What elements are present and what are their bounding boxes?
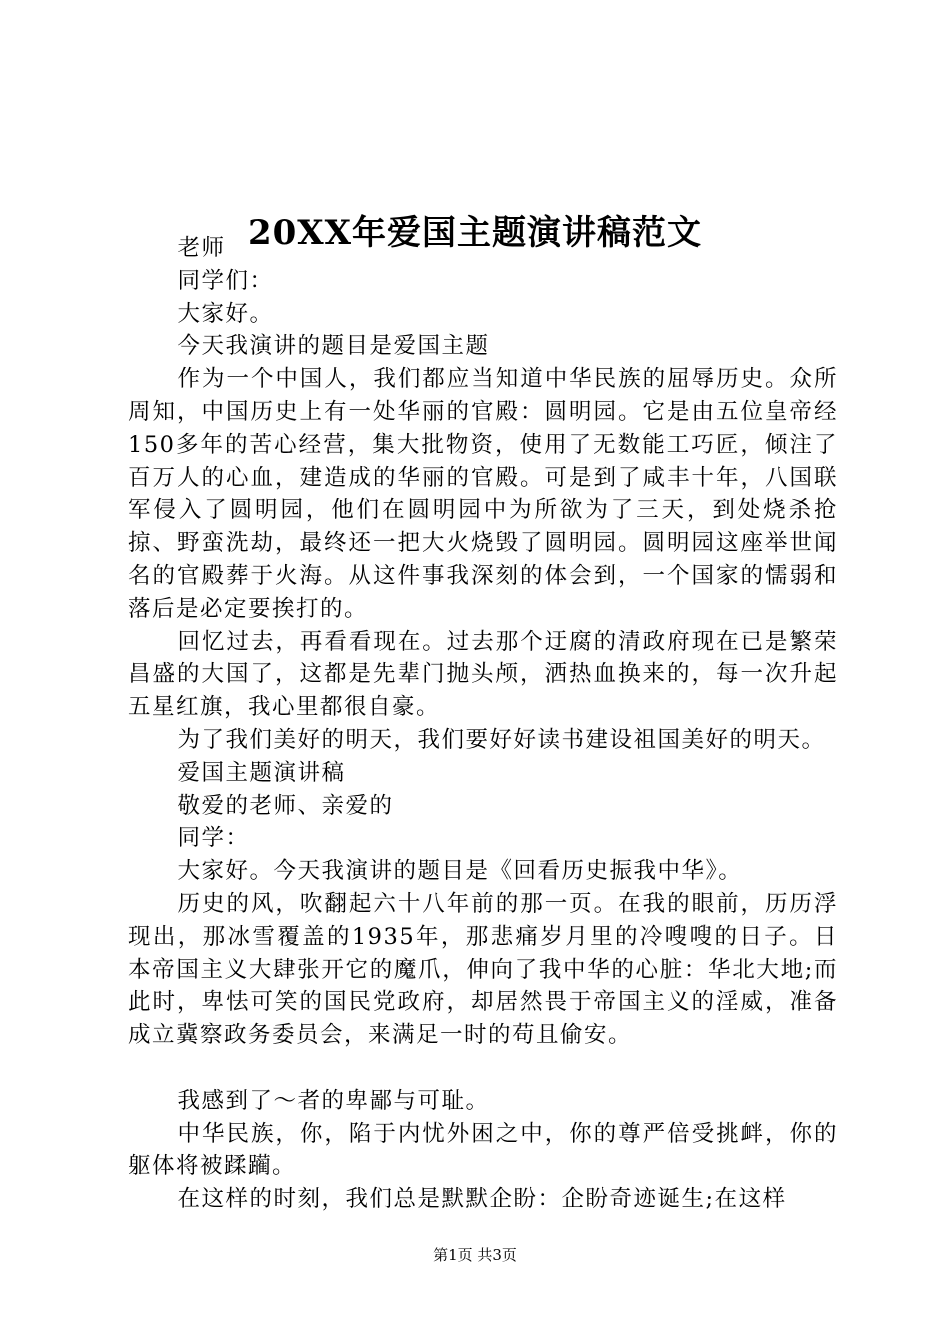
page-footer: 第1页 共3页 — [433, 1246, 517, 1264]
blank-line — [128, 1052, 838, 1085]
paragraph: 历史的风，吹翻起六十八年前的那一页。在我的眼前，历历浮现出，那冰雪覆盖的1935年，那悲痛岁月里的冷嗖嗖的日子。日本帝国主义大肆张开它的魔爪，伸向了我中华的心脏：华北大地;而此时，卑怯可笑的国民党政府，却居然畏于帝国主义的淫威，准备成立冀察政务委员会，来满足一时的苟且偷安。 — [128, 890, 838, 1049]
paragraph: 为了我们美好的明天，我们要好好读书建设祖国美好的明天。 — [177, 726, 826, 753]
paragraph: 作为一个中国人，我们都应当知道中华民族的屈辱历史。众所周知，中国历史上有一处华丽的官殿：圆明园。它是由五位皇帝经150多年的苦心经营，集大批物资，使用了无数能工巧匠，倾注了百万人的心血，建造成的华丽的官殿。可是到了咸丰十年，八国联军侵入了圆明园，他们在圆明园中为所欲为了三天，到处烧杀抢掠、野蛮洗劫，最终还一把大火烧毁了圆明园。圆明园这座举世闻名的官殿葬于火海。从这件事我深刻的体会到，一个国家的懦弱和落后是必定要挨打的。 — [128, 366, 838, 622]
paragraph: 老师 — [177, 235, 226, 261]
paragraph: 同学们： — [177, 267, 274, 294]
paragraph: 大家好。 — [177, 300, 274, 327]
paragraph: 大家好。今天我演讲的题目是《回看历史振我中华》。 — [177, 858, 743, 885]
page-title: 20XX年爱国主题演讲稿范文 — [247, 212, 703, 253]
paragraph: 敬爱的老师、亲爱的 — [177, 792, 394, 819]
paragraph: 今天我演讲的题目是爱国主题 — [177, 333, 490, 360]
paragraph: 爱国主题演讲稿 — [177, 759, 346, 786]
document-body — [128, 232, 838, 1216]
paragraph: 在这样的时刻，我们总是默默企盼：企盼奇迹诞生;在这样 — [177, 1186, 787, 1213]
paragraph: 同学： — [177, 825, 250, 852]
paragraph: 中华民族，你，陷于内忧外困之中，你的尊严倍受挑衅，你的躯体将被蹂躏。 — [128, 1120, 838, 1180]
paragraph: 回忆过去，再看看现在。过去那个迂腐的清政府现在已是繁荣昌盛的大国了，这都是先辈门抛头颅，洒热血换来的，每一次升起五星红旗，我心里都很自豪。 — [128, 628, 838, 721]
paragraph: 我感到了～者的卑鄙与可耻。 — [177, 1087, 490, 1114]
